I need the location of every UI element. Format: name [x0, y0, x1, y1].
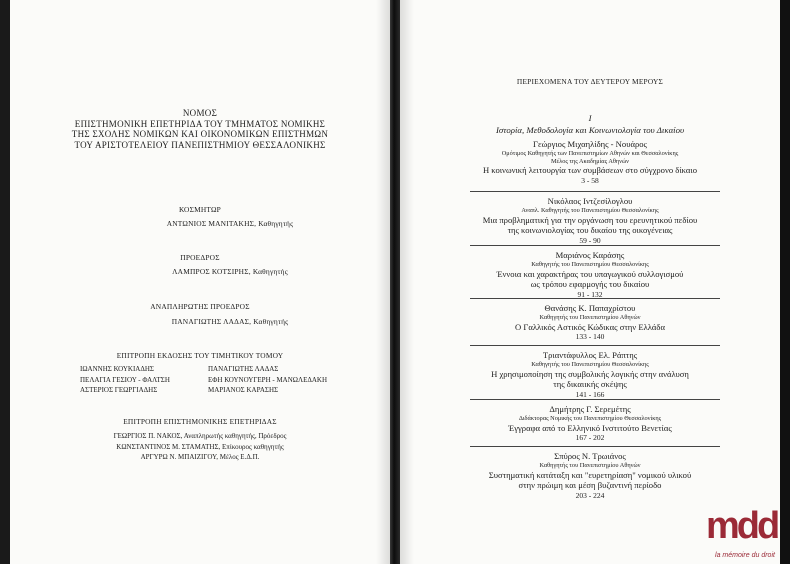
chair-name: ΛΑΜΠΡΟΣ ΚΟΤΣΙΡΗΣ, Καθηγητής [172, 267, 288, 276]
dean-name: ΑΝΤΩΝΙΟΣ ΜΑΝΙΤΑΚΗΣ, Καθηγητής [166, 219, 294, 228]
entry-page-range: 59 - 90 [579, 235, 601, 245]
mdd-logo-mark: mdd [706, 505, 778, 547]
entry-affiliation: Αναπλ. Καθηγητής του Πανεπιστημίου Θεσσαλονίκης [521, 207, 659, 214]
entry-author: Μαριάνος Καράσης [555, 250, 625, 260]
committee-member: ΑΣΤΕΡΙΟΣ ΓΕΩΡΓΙΑΔΗΣ [80, 386, 158, 394]
entry-affiliation: Καθηγητής του Πανεπιστημίου Θεσσαλονίκης [531, 361, 649, 368]
page-edge [780, 0, 790, 564]
entry-author: Νικόλαος Ιντζεσίλογλου [547, 196, 633, 206]
journal-header [10, 108, 390, 150]
watermark-logo [700, 504, 790, 564]
committee-member: ΠΕΛΑΓΙΑ ΓΕΣΙΟΥ - ΦΑΛΤΣΗ [80, 375, 170, 384]
mdd-logo-tagline: la mémoire du droit [715, 552, 775, 559]
scientific-committee-title: ΕΠΙΤΡΟΠΗ ΕΠΙΣΤΗΜΟΝΙΚΗΣ ΕΠΕΤΗΡΙΔΑΣ [123, 417, 277, 426]
vice-chair-name: ΠΑΝΑΓΙΩΤΗΣ ΛΑΔΑΣ, Καθηγητής [171, 317, 289, 326]
entry-title: Η χρησιμοποίηση της συμβολικής λογικής στην ανάλυση [491, 368, 689, 379]
entry-affiliation: Καθηγητής του Πανεπιστημίου Αθηνών [539, 462, 641, 469]
entry-affiliation: Καθηγητής του Πανεπιστημίου Θεσσαλονίκης [531, 261, 649, 268]
committee-member: ΠΑΝΑΓΙΩΤΗΣ ΛΑΔΑΣ [208, 365, 279, 373]
scientific-member: ΓΕΩΡΓΙΟΣ Π. ΝΑΚΟΣ, Αναπληρωτής καθηγητής, Πρόεδρος [113, 432, 287, 440]
toc-entry [400, 404, 780, 443]
entry-affiliation: Διδάκτορας Νομικής του Πανεπιστημίου Θεσσαλονίκης [518, 415, 662, 422]
entry-title: Συστηματική κατάταξη και "ευρετηρίαση" νομικού υλικού [488, 469, 692, 480]
vice-chair-title: ΑΝΑΠΛΗΡΩΤΗΣ ΠΡΟΕΔΡΟΣ [150, 302, 250, 311]
book-binding [390, 0, 400, 564]
entry-divider [470, 298, 720, 299]
entry-divider [470, 446, 720, 447]
entry-divider [470, 191, 720, 192]
section-title: Ιστορία, Μεθοδολογία και Κοινωνιολογία του Δικαίου [495, 125, 685, 135]
committee-member: ΜΑΡΙΑΝΟΣ ΚΑΡΑΣΗΣ [208, 386, 279, 394]
entry-page-range: 3 - 58 [581, 175, 599, 185]
entry-title: στην πρώιμη και μέση βυζαντινή περίοδο [518, 480, 662, 491]
journal-subtitle-line-2: ΤΗΣ ΣΧΟΛΗΣ ΝΟΜΙΚΩΝ ΚΑΙ ΟΙΚΟΝΟΜΙΚΩΝ ΕΠΙΣΤΗΜΩΝ [71, 129, 329, 139]
journal-subtitle-line-3: ΤΟΥ ΑΡΙΣΤΟΤΕΛΕΙΟΥ ΠΑΝΕΠΙΣΤΗΜΙΟΥ ΘΕΣΣΑΛΟΝΙΚΗΣ [74, 139, 326, 150]
entry-title: της κοινωνιολογίας του δικαίου της οικογένειας [507, 225, 673, 236]
entry-divider [470, 399, 720, 400]
toc-entry [400, 350, 780, 400]
entry-author: Γεώργιος Μιχαηλίδης - Νουάρος [533, 139, 647, 149]
entry-title: Η κοινωνική λειτουργία των συμβάσεων στο σύγχρονο δίκαιο [482, 165, 698, 176]
toc-title: ΠΕΡΙΕΧΟΜΕΝΑ ΤΟΥ ΔΕΥΤΕΡΟΥ ΜΕΡΟΥΣ [516, 77, 664, 86]
entry-page-range: 141 - 166 [575, 389, 605, 399]
right-page [400, 0, 780, 564]
entry-author: Δημήτρης Γ. Σερεμέτης [549, 404, 631, 414]
entry-page-range: 203 - 224 [575, 490, 605, 500]
committee-left-column [80, 364, 170, 396]
entry-author: Σπύρος Ν. Τρωιάνος [554, 451, 626, 461]
toc-entry [400, 139, 780, 186]
entry-affiliation: Καθηγητής του Πανεπιστημίου Αθηνών [539, 314, 641, 321]
entry-title: ως τρόπου εφαρμογής του δικαίου [530, 279, 650, 290]
committee-right-column [208, 364, 327, 396]
chair-title: ΠΡΟΕΔΡΟΣ [180, 253, 220, 262]
journal-subtitle-line-1: ΕΠΙΣΤΗΜΟΝΙΚΗ ΕΠΕΤΗΡΙΔΑ ΤΟΥ ΤΜΗΜΑΤΟΣ ΝΟΜΙΚΗΣ [74, 118, 326, 129]
left-page [10, 0, 390, 564]
committee-member: ΕΦΗ ΚΟΥΝΟΥΓΕΡΗ - ΜΑΝΩΛΕΔΑΚΗ [208, 375, 328, 384]
toc-entry [400, 451, 780, 501]
entry-author: Τριαντάφυλλος Ελ. Ράπτης [542, 350, 638, 360]
entry-page-range: 167 - 202 [575, 433, 605, 443]
page-gutter-shadow [376, 0, 390, 564]
entry-divider [470, 345, 720, 346]
entry-page-range: 133 - 140 [575, 332, 605, 342]
entry-title: Μια προβληματική για την οργάνωση του ερευνητικού πεδίου [482, 214, 698, 225]
dean-title: ΚΟΣΜΗΤΩΡ [179, 205, 221, 214]
committee-member: ΙΩΑΝΝΗΣ ΚΟΥΚΙΑΔΗΣ [80, 365, 154, 373]
entry-title: της δικαιικής σκέψης [553, 379, 627, 390]
toc-entry [400, 196, 780, 246]
journal-name: ΝΟΜΟΣ [182, 108, 218, 118]
entry-title: Έγγραφα από το Ελληνικό Ινστιτούτο Βενετίας [508, 422, 672, 433]
scientific-committee-members [10, 431, 390, 463]
entry-author: Θανάσης Κ. Παπαχρίστου [544, 303, 636, 313]
entry-divider [470, 245, 720, 246]
entry-title: Έννοια και χαρακτήρας του υπαγωγικού συλλογισμού [496, 268, 684, 279]
scientific-member: ΑΡΓΥΡΩ Ν. ΜΠΑΙΖΙΓΟΥ, Μέλος Ε.Δ.Π. [140, 453, 260, 461]
entry-affiliation: Μέλος της Ακαδημίας Αθηνών [550, 157, 630, 165]
toc-entry [400, 250, 780, 300]
scientific-member: ΚΩΝΣΤΑΝΤΙΝΟΣ Μ. ΣΤΑΜΑΤΗΣ, Επίκουρος καθηγητής [116, 442, 284, 451]
entry-page-range: 91 - 132 [577, 289, 603, 299]
committee-title: ΕΠΙΤΡΟΠΗ ΕΚΔΟΣΗΣ ΤΟΥ ΤΙΜΗΤΙΚΟΥ ΤΟΜΟΥ [116, 351, 284, 360]
toc-entry [400, 303, 780, 342]
entry-title: Ο Γαλλικός Αστικός Κώδικας στην Ελλάδα [515, 321, 665, 332]
section-number: I [588, 113, 592, 123]
entry-affiliation: Ομότιμος Καθηγητής των Πανεπιστημίων Αθηνών και Θεσσαλονίκης [501, 150, 679, 157]
